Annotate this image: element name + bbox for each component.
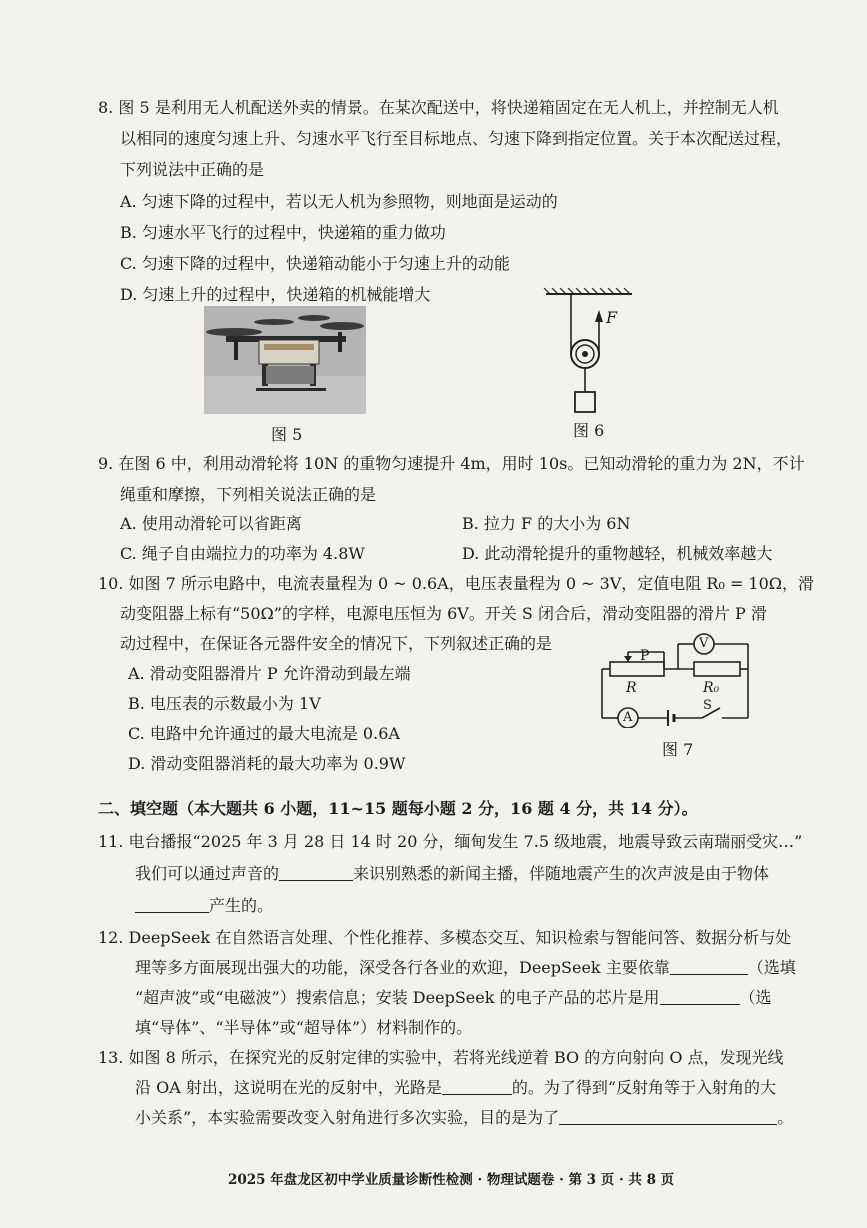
q8-stem-line-2: 以相同的速度匀速上升、匀速水平飞行至目标地点、匀速下降到指定位置。关于本次配送过程，: [120, 129, 793, 148]
q11-line-2-text-a: 我们可以通过声音的: [135, 864, 280, 883]
q10-stem-line-3: 动过程中，在保证各元器件安全的情况下，下列叙述正确的是: [120, 634, 553, 653]
label-resistor-r0: R₀: [703, 680, 720, 696]
q13-line-2-text-b: 的。为了得到“反射角等于入射角的大: [511, 1078, 777, 1097]
q13-line-3-text-b: 。: [777, 1108, 794, 1127]
q13-line-2: [135, 1076, 776, 1100]
q8-option-a: A. 匀速下降的过程中，若以无人机为参照物，则地面是运动的: [120, 192, 558, 211]
label-slider-p: P: [640, 648, 650, 664]
force-label-f: F: [606, 308, 618, 327]
label-voltmeter-v: V: [699, 636, 709, 651]
q12-line-1: 12. DeepSeek 在自然语言处理、个性化推荐、多模态交互、知识检索与智能问答、数据分析与处: [98, 928, 792, 947]
q13-answer-blank-2[interactable]: [559, 1108, 777, 1125]
page-footer: 2025 年盘龙区初中学业质量诊断性检测 · 物理试题卷 · 第 3 页 · 共 8 页: [228, 1172, 675, 1188]
q12-line-2-text-b: （选填: [747, 958, 796, 977]
q12-line-3-text-a: “超声波”或“电磁波”）搜索信息；安装 DeepSeek 的电子产品的芯片是用: [135, 988, 660, 1007]
q8-option-c: C. 匀速下降的过程中，快递箱动能小于匀速上升的动能: [120, 254, 510, 273]
q11-line-3-text: 产生的。: [209, 896, 274, 915]
q8-stem-line-1: 8. 图 5 是利用无人机配送外卖的情景。在某次配送中，将快递箱固定在无人机上，并控制无人机: [98, 98, 779, 117]
q10-stem-line-2: 动变阻器上标有“50Ω”的字样，电源电压恒为 6V。开关 S 闭合后，滑动变阻器的滑片 P 滑: [120, 604, 767, 623]
q8-stem-line-3: 下列说法中正确的是: [120, 160, 265, 179]
q9-option-d: D. 此动滑轮提升的重物越轻，机械效率越大: [462, 544, 773, 563]
q8-option-d: D. 匀速上升的过程中，快递箱的机械能增大: [120, 285, 431, 304]
figure-6-caption: 图 6: [573, 421, 605, 440]
q13-line-3-text-a: 小关系”，本实验需要改变入射角进行多次实验，目的是为了: [135, 1108, 560, 1127]
q11-line-2: [135, 862, 769, 886]
label-ammeter-a: A: [623, 710, 633, 725]
q10-option-b: B. 电压表的示数最小为 1V: [128, 694, 321, 713]
q10-stem-line-1: 10. 如图 7 所示电路中，电流表量程为 0 ~ 0.6A，电压表量程为 0 ~ 3V，定值电阻 R₀ = 10Ω，滑: [98, 574, 815, 593]
q12-line-2-text-a: 理等多方面展现出强大的功能，深受各行各业的欢迎，DeepSeek 主要依靠: [135, 958, 670, 977]
q9-stem-line-1: 9. 在图 6 中，利用动滑轮将 10N 的重物匀速提升 4m，用时 10s。已知动滑轮的重力为 2N，不计: [98, 454, 805, 473]
drone-illustration: [204, 306, 366, 414]
q11-answer-blank-2[interactable]: [135, 896, 209, 913]
q12-line-3: [135, 986, 772, 1010]
q9-option-a: A. 使用动滑轮可以省距离: [120, 514, 302, 533]
q10-option-c: C. 电路中允许通过的最大电流是 0.6A: [128, 724, 400, 743]
q12-answer-blank-2[interactable]: [660, 988, 740, 1005]
figure-5-caption: 图 5: [271, 425, 303, 444]
q12-line-3-text-b: （选: [739, 988, 772, 1007]
q8-option-b: B. 匀速水平飞行的过程中，快递箱的重力做功: [120, 223, 446, 242]
drone-photo: [204, 306, 366, 414]
q9-option-c: C. 绳子自由端拉力的功率为 4.8W: [120, 544, 365, 563]
label-rheostat-r: R: [626, 680, 637, 696]
q11-line-1: 11. 电台播报“2025 年 3 月 28 日 14 时 20 分，缅甸发生 7.5 级地震，地震导致云南瑞丽受灾…”: [98, 832, 803, 851]
q13-line-1: 13. 如图 8 所示，在探究光的反射定律的实验中，若将光线逆着 BO 的方向射向 O 点，发现光线: [98, 1048, 784, 1067]
q12-line-2: [135, 956, 796, 980]
pulley-diagram: [540, 284, 640, 418]
q9-stem-line-2: 绳重和摩擦，下列相关说法正确的是: [120, 485, 377, 504]
circuit-diagram: [594, 632, 756, 728]
figure-7-caption: 图 7: [662, 740, 694, 759]
q13-line-3: [135, 1106, 793, 1130]
q11-line-2-text-b: 来识别熟悉的新闻主播，伴随地震产生的次声波是由于物体: [353, 864, 770, 883]
q13-answer-blank-1[interactable]: [442, 1078, 512, 1095]
q10-option-d: D. 滑动变阻器消耗的最大功率为 0.9W: [128, 754, 406, 773]
q13-line-2-text-a: 沿 OA 射出，这说明在光的反射中，光路是: [135, 1078, 442, 1097]
q11-line-3: [135, 894, 273, 918]
q11-answer-blank-1[interactable]: [279, 864, 353, 881]
q10-option-a: A. 滑动变阻器滑片 P 允许滑动到最左端: [128, 664, 411, 683]
q12-line-4: 填“导体”、“半导体”或“超导体”）材料制作的。: [135, 1018, 473, 1037]
q9-option-b: B. 拉力 F 的大小为 6N: [462, 514, 631, 533]
q12-answer-blank-1[interactable]: [670, 958, 748, 975]
section-2-heading: 二、填空题（本大题共 6 小题，11~15 题每小题 2 分，16 题 4 分，共 14 分）。: [98, 799, 698, 818]
label-switch-s: S: [703, 698, 712, 713]
